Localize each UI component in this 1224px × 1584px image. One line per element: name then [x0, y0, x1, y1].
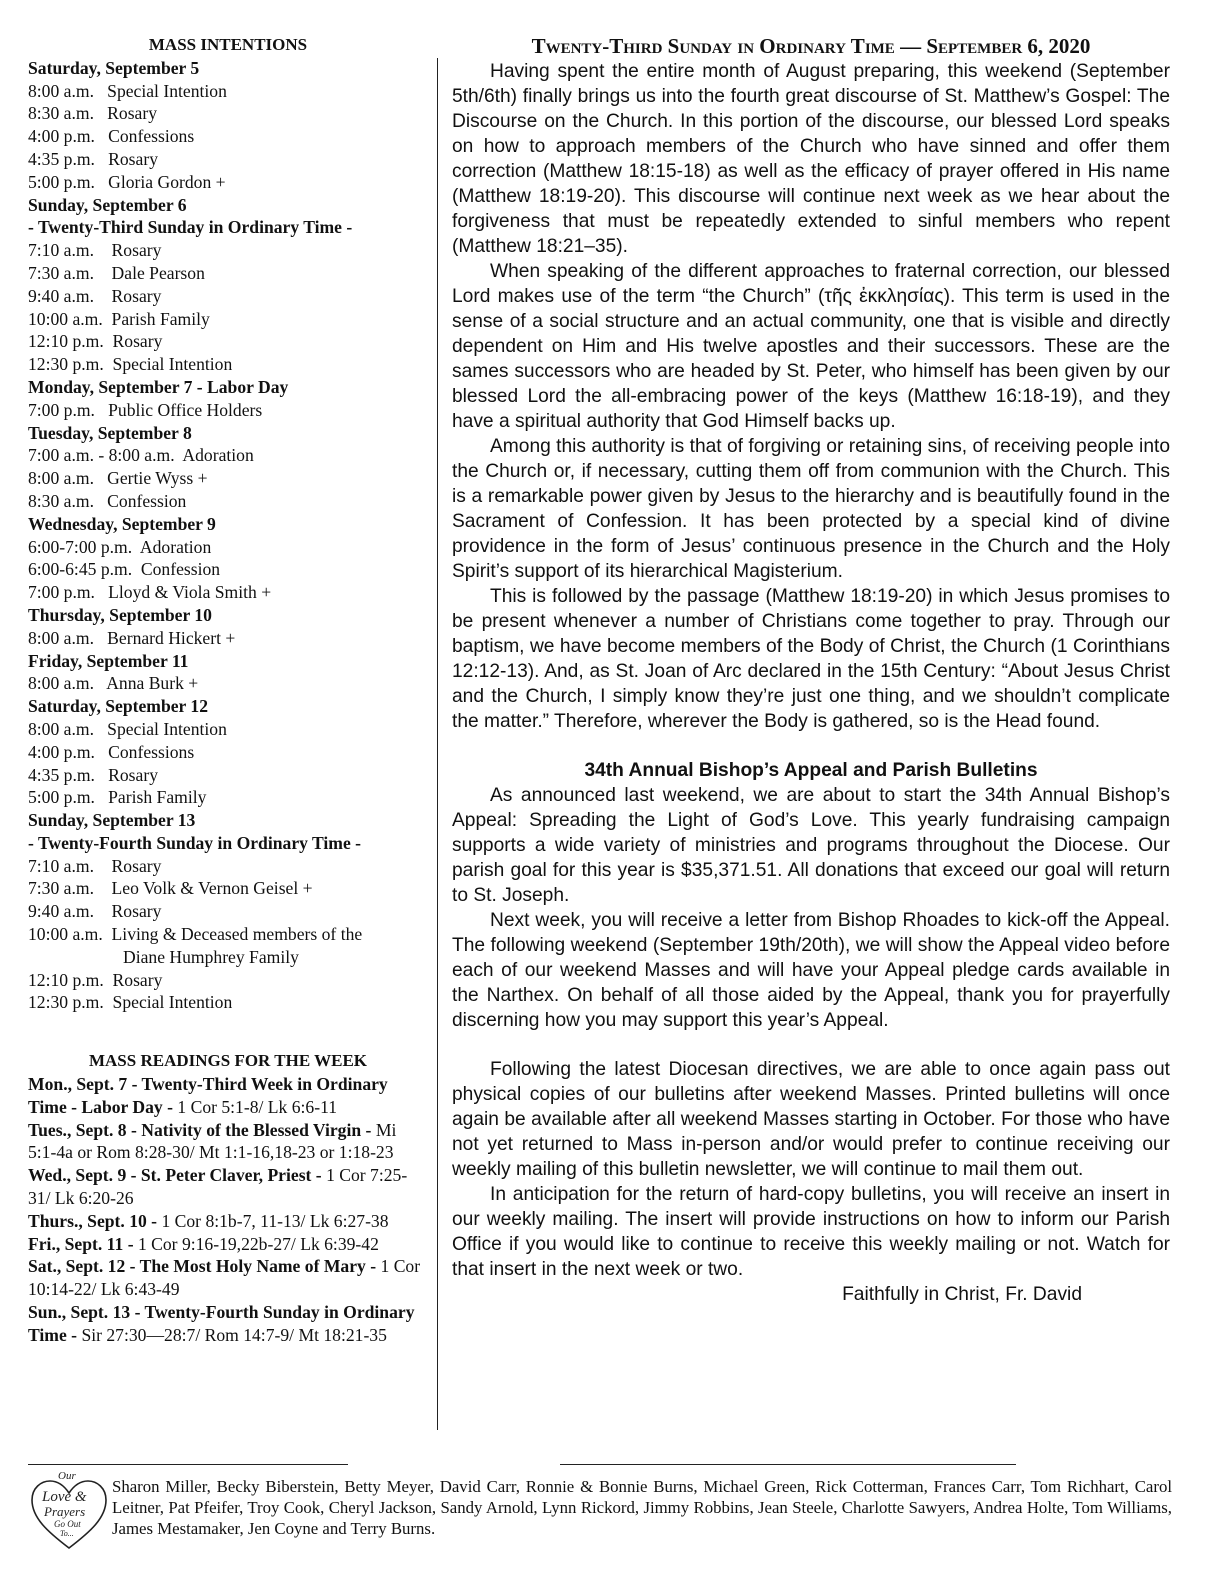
reading-citation: 1 Cor 7:25-31/ Lk 6:20-26: [28, 1165, 408, 1209]
intention-entry: 12:30 p.m. Special Intention: [28, 992, 233, 1013]
left-column: [28, 34, 428, 1347]
intention-day: Thursday, September 10: [28, 604, 212, 625]
intention-entry: 6:00-6:45 p.m. Confession: [28, 559, 221, 580]
intention-entry: 7:10 a.m. Rosary: [28, 855, 162, 876]
article-paragraph: Next week, you will receive a letter from Bishop Rhoades to kick-off the Appeal. The following weekend (September 19th/20th), we will show the Appeal video before each of our weekend Masses and will have your Appeal pledge cards available in the Narthex. On behalf of all those aided by the Appeal, thank you for prayerfully discerning how you may support this year’s Appeal.: [452, 910, 1170, 1031]
intention-entry: 8:00 a.m. Special Intention: [28, 80, 227, 101]
intention-day-subtitle: - Twenty-Fourth Sunday in Ordinary Time -: [28, 832, 362, 853]
reading-item: [28, 1164, 428, 1210]
reading-day: Wed., Sept. 9 - St. Peter Claver, Priest -: [28, 1165, 327, 1186]
reading-day: Mon., Sept. 7 - Twenty-Third Week in Ordinary Time - Labor Day -: [28, 1074, 388, 1117]
mass-intentions-heading: MASS INTENTIONS: [148, 35, 308, 54]
intention-entry: 12:10 p.m. Rosary: [28, 969, 163, 990]
reading-citation: 1 Cor 8:1b-7, 11-13/ Lk 6:27-38: [161, 1210, 389, 1231]
intention-entry: 5:00 p.m. Gloria Gordon +: [28, 171, 226, 192]
logo-text: Prayers: [44, 1504, 86, 1519]
intention-entry: 8:30 a.m. Rosary: [28, 103, 158, 124]
article-paragraph: In anticipation for the return of hard-copy bulletins, you will receive an insert in our weekly mailing. The insert will provide instructions on how to inform our Parish Office if you would like to continue to receive this weekly mailing or not. Watch for that insert in the next week or two.: [452, 1184, 1170, 1280]
intention-entry: 8:00 a.m. Anna Burk +: [28, 673, 199, 694]
signature: Faithfully in Christ, Fr. David: [842, 1284, 1082, 1305]
intention-entry: 9:40 a.m. Rosary: [28, 901, 162, 922]
reading-citation: 1 Cor 10:14-22/ Lk 6:43-49: [28, 1256, 421, 1300]
intention-entry: 4:35 p.m. Rosary: [28, 148, 158, 169]
prayer-names: Sharon Miller, Becky Biberstein, Betty Meyer, David Carr, Ronnie & Bonnie Burns, Michael Green, Rick Cotterman, Frances Carr, Tom Richhart, Carol Leitner, Pat Pfeifer, Troy Cook, Cheryl Jackson, Sandy Arnold, Lynn Rickord, Jimmy Robbins, Jean Steele, Charlotte Sawyers, Andrea Holte, Tom Williams, James Mestamaker, Jen Coyne and Terry Burns.: [112, 1477, 1172, 1538]
intention-day: Sunday, September 13: [28, 810, 196, 831]
reading-item: [28, 1233, 428, 1256]
reading-citation: 1 Cor 5:1-8/ Lk 6:6-11: [177, 1096, 338, 1117]
reading-item: [28, 1119, 428, 1165]
reading-item: [28, 1210, 428, 1233]
intention-entry: 6:00-7:00 p.m. Adoration: [28, 536, 212, 557]
article-paragraph: As announced last weekend, we are about to start the 34th Annual Bishop’s Appeal: Spreading the Light of God’s Love. This yearly fundraising campaign supports a wide variety of ministries and programs throughout the Diocese. Our parish goal for this year is $35,371.51. All donations that exceed our goal will return to St. Joseph.: [452, 785, 1170, 906]
article: [452, 34, 1170, 1307]
intention-entry: 12:30 p.m. Special Intention: [28, 354, 233, 375]
intention-entry: 9:40 a.m. Rosary: [28, 285, 162, 306]
intention-entry: 7:30 a.m. Dale Pearson: [28, 262, 205, 283]
mass-intentions-list: [28, 57, 428, 1014]
reading-day: Tues., Sept. 8 - Nativity of the Blessed Virgin -: [28, 1119, 376, 1140]
logo-text: Our: [58, 1470, 76, 1482]
intention-entry: 8:00 a.m. Special Intention: [28, 718, 227, 739]
article-paragraph: When speaking of the different approaches to fraternal correction, our blessed Lord makes use of the term “the Church” (τῆς ἐκκλησίας). This term is used in the sense of a social structure and an actual community, one that is visible and directly dependent on Him and His twelve apostles and their successors. These are the sames successors who are headed by St. Peter, who himself has been given by our blessed Lord the all-embracing power of the keys (Matthew 16:18-19), and they have a spiritual authority that God Himself backs up.: [452, 261, 1170, 432]
article-paragraph: Having spent the entire month of August preparing, this weekend (September 5th/6th) finally brings us into the fourth great discourse of St. Matthew’s Gospel: The Discourse on the Church. In this portion of the discourse, our blessed Lord speaks on how to approach members of the Church who have sinned and offer them correction (Matthew 18:15-18) as well as the efficacy of prayer offered in His name (Matthew 18:19-20). This discourse will continue next week as we hear about the forgiveness that must be repeatedly extended to sinful members who repent (Matthew 18:21–35).: [452, 61, 1170, 257]
article-paragraph: Among this authority is that of forgiving or retaining sins, of receiving people into the Church or, if necessary, cutting them off from communion with the Church. This is a remarkable power given by Jesus to the hierarchy and is beautifully found in the Sacrament of Confession. It has been protected by a special kind of divine providence in the form of Jesus’ continuous presence in the Church and the Holy Spirit’s support of its hierarchical Magisterium.: [452, 436, 1170, 582]
intention-day: Monday, September 7 - Labor Day: [28, 376, 289, 397]
logo-text: Love &: [42, 1489, 87, 1505]
article-subheading: 34th Annual Bishop’s Appeal and Parish Bulletins: [584, 760, 1038, 781]
intention-entry: 8:00 a.m. Gertie Wyss +: [28, 468, 208, 489]
intention-entry: 7:00 p.m. Lloyd & Viola Smith +: [28, 582, 272, 603]
intention-entry: 4:00 p.m. Confessions: [28, 741, 195, 762]
reading-item: [28, 1255, 428, 1301]
reading-day: Fri., Sept. 11 -: [28, 1233, 138, 1254]
reading-item: [28, 1301, 428, 1347]
article-paragraph: This is followed by the passage (Matthew 18:19-20) in which Jesus promises to be present whenever a number of Christians come together to pray. Through our baptism, we have become members of the Body of Christ, the Church (1 Corinthians 12:12-13). And, as St. Joan of Arc declared in the 15th Century: “About Jesus Christ and the Church, I simply know they’re just one thing, and we shouldn’t complicate the matter.” Therefore, wherever the Body is gathered, so is the Head found.: [452, 586, 1170, 732]
intention-day: Sunday, September 6: [28, 194, 187, 215]
intention-entry-continued: Diane Humphrey Family: [123, 946, 299, 967]
intention-day: Saturday, September 12: [28, 696, 209, 717]
logo-text: Go Out: [54, 1519, 81, 1529]
reading-day: Sat., Sept. 12 - The Most Holy Name of Mary -: [28, 1256, 381, 1277]
reading-day: Sun., Sept. 13 - Twenty-Fourth Sunday in Ordinary Time -: [28, 1302, 415, 1345]
intention-entry: 4:35 p.m. Rosary: [28, 764, 158, 785]
mass-readings-heading: MASS READINGS FOR THE WEEK: [88, 1051, 368, 1071]
intention-entry: 7:10 a.m. Rosary: [28, 240, 162, 261]
logo-text: To...: [60, 1529, 74, 1538]
intention-entry: 8:30 a.m. Confession: [28, 490, 187, 511]
intention-entry: 12:10 p.m. Rosary: [28, 331, 163, 352]
intention-day: Saturday, September 5: [28, 57, 200, 78]
reading-day: Thurs., Sept. 10 -: [28, 1210, 162, 1231]
intention-entry: 8:00 a.m. Bernard Hickert +: [28, 627, 236, 648]
intention-day: Tuesday, September 8: [28, 422, 192, 443]
footer-rule-right: [560, 1464, 1016, 1465]
intention-entry: 7:00 p.m. Public Office Holders: [28, 399, 263, 420]
intention-entry: 10:00 a.m. Living & Deceased members of the: [28, 924, 363, 945]
article-paragraph: Following the latest Diocesan directives, we are able to once again pass out physical copies of our bulletins after weekend Masses. Printed bulletins will once again be available after all weekend Masses starting in October. For those who have not yet returned to Mass in-person and/or would prefer to continue receiving our weekly mailing of this bulletin newsletter, we will continue to mail them out.: [452, 1059, 1170, 1180]
intention-entry: 7:30 a.m. Leo Volk & Vernon Geisel +: [28, 878, 313, 899]
intention-entry: 4:00 p.m. Confessions: [28, 126, 195, 147]
mass-readings-list: [28, 1073, 428, 1347]
column-divider: [437, 58, 438, 1430]
heart-logo-icon: [28, 1468, 110, 1552]
article-title: Twenty-Third Sunday in Ordinary Time — September 6, 2020: [531, 34, 1091, 58]
intention-day-subtitle: - Twenty-Third Sunday in Ordinary Time -: [28, 217, 353, 238]
reading-citation: 1 Cor 9:16-19,22b-27/ Lk 6:39-42: [137, 1233, 379, 1254]
intention-day: Friday, September 11: [28, 650, 189, 671]
footer-rule-left: [28, 1464, 348, 1465]
intention-entry: 7:00 a.m. - 8:00 a.m. Adoration: [28, 445, 254, 466]
reading-citation: Mi 5:1-4a or Rom 8:28-30/ Mt 1:1-16,18-23 or 1:18-23: [28, 1119, 397, 1163]
reading-citation: Sir 27:30—28:7/ Rom 14:7-9/ Mt 18:21-35: [81, 1324, 387, 1345]
mass-readings-section: [28, 1050, 428, 1346]
intention-entry: 5:00 p.m. Parish Family: [28, 787, 207, 808]
intention-day: Wednesday, September 9: [28, 513, 216, 534]
reading-item: [28, 1073, 428, 1119]
intention-entry: 10:00 a.m. Parish Family: [28, 308, 210, 329]
